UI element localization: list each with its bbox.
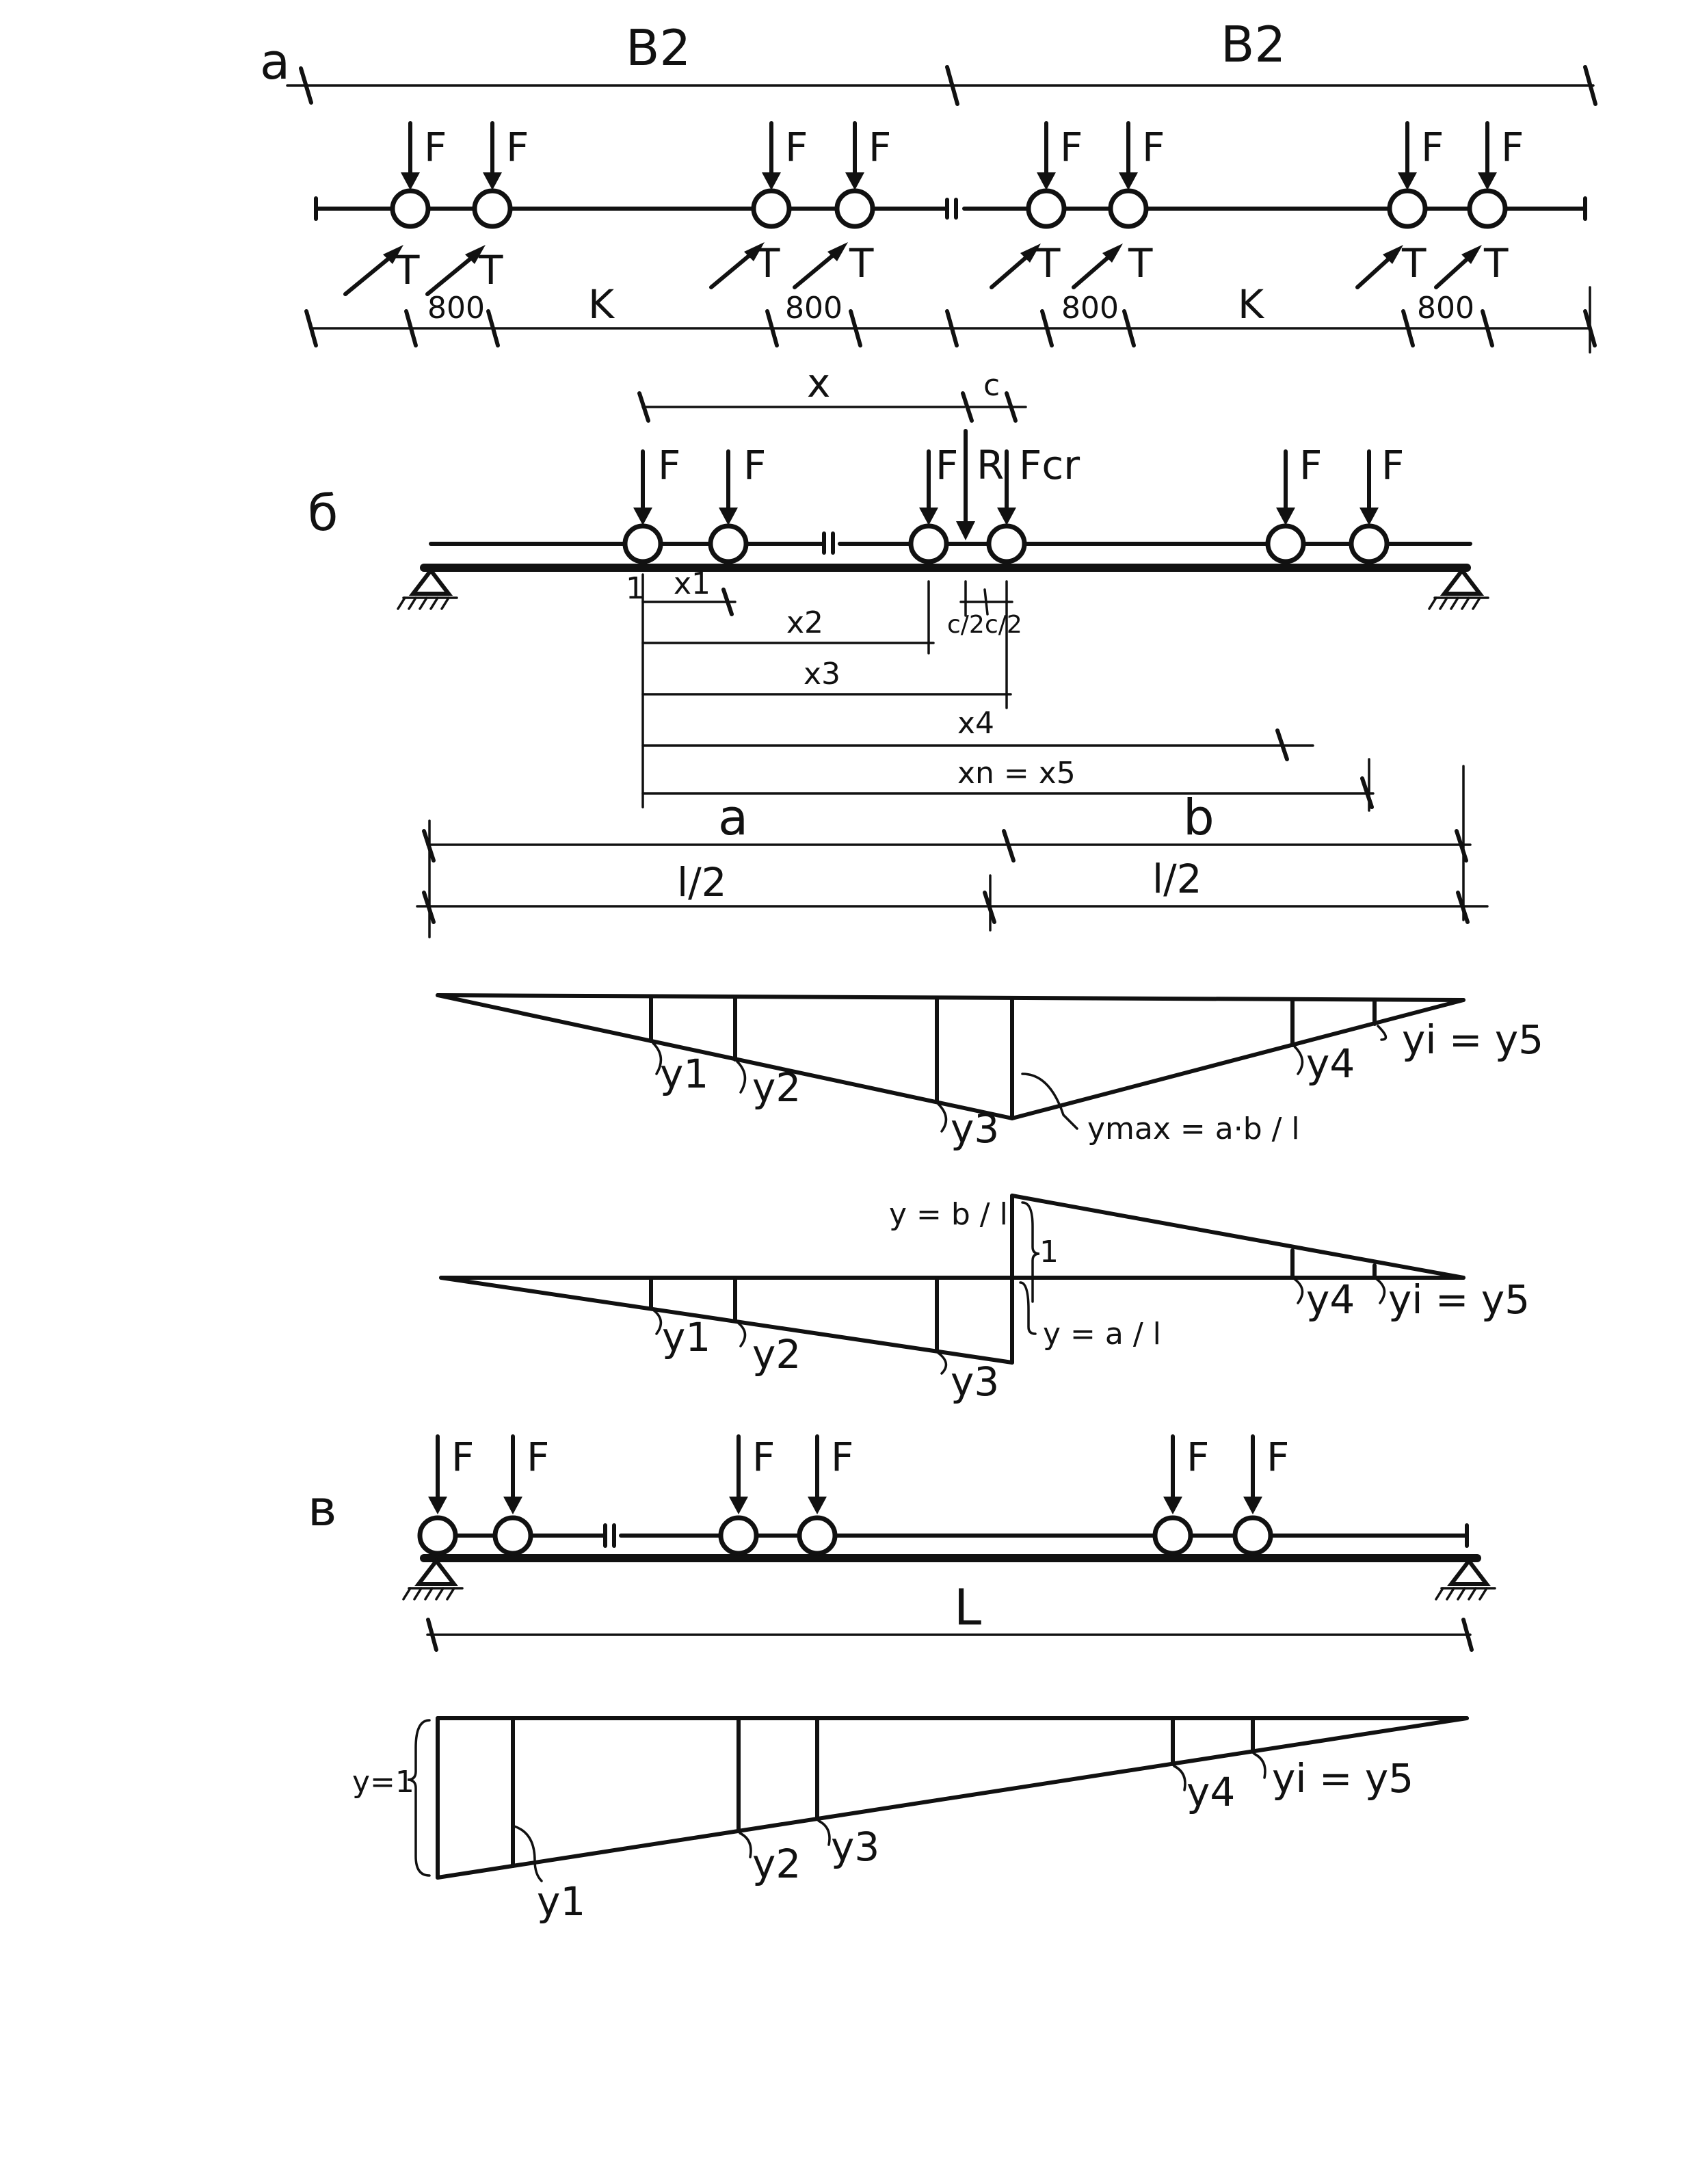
- lateral-force-label: T: [1128, 240, 1153, 287]
- wheel: [1470, 191, 1505, 226]
- lateral-force-label: T: [1484, 240, 1509, 287]
- y-top-label: y = b / l: [889, 1197, 1008, 1232]
- y4-label: y4: [1306, 1276, 1355, 1323]
- force-label: F: [527, 1434, 550, 1480]
- one-label: 1: [1039, 1235, 1059, 1269]
- wheelbase-label: 800: [1061, 291, 1119, 326]
- pin-support-left: [398, 570, 457, 609]
- lateral-force-label: T: [395, 247, 420, 293]
- spacing-label: K: [1238, 281, 1264, 328]
- ymax-label: ymax = a·b / l: [1087, 1111, 1300, 1146]
- wheel: [1268, 526, 1303, 562]
- section-c: [308, 1434, 1495, 1925]
- moment-influence-line: [438, 995, 1543, 1152]
- shear-influence-line: [441, 1196, 1530, 1405]
- a-label: a: [718, 789, 749, 846]
- section-c-marker: в: [308, 1479, 337, 1537]
- wheel: [475, 191, 510, 226]
- half-span-label: l/2: [677, 859, 727, 906]
- y2-label: y2: [752, 1331, 801, 1378]
- wheel: [625, 526, 661, 562]
- reaction-influence-line: [352, 1718, 1467, 1925]
- half-c-label: c/2: [985, 611, 1022, 639]
- x2-label: x2: [786, 605, 824, 640]
- b2-label-right: B2: [1221, 16, 1286, 73]
- force-label: F: [506, 124, 529, 170]
- y1-label: y1: [537, 1878, 586, 1925]
- half-c-label: c/2: [947, 611, 985, 639]
- wheelbase-label: 800: [785, 291, 842, 326]
- yi-label: yi = y5: [1272, 1755, 1414, 1802]
- wheel: [1390, 191, 1425, 226]
- wheel: [1155, 1518, 1191, 1553]
- design-force-label: Fcr: [1019, 442, 1080, 488]
- force-label: F: [1186, 1434, 1210, 1480]
- wheel-a3: [711, 123, 808, 287]
- lateral-force-label: T: [1036, 240, 1061, 287]
- section-a: [260, 16, 1595, 352]
- y1-label: y1: [662, 1314, 711, 1360]
- y3-label: y3: [831, 1824, 880, 1870]
- force-label: F: [831, 1434, 854, 1480]
- y-bottom-label: y = a / l: [1043, 1317, 1161, 1352]
- first-wheel-label: 1: [626, 571, 645, 606]
- resultant-force: [956, 431, 1004, 540]
- c-label: c: [983, 368, 1000, 403]
- wheel: [837, 191, 873, 226]
- b2-label-left: B2: [626, 19, 691, 77]
- spacing-label: K: [588, 281, 615, 328]
- x-label: x: [807, 360, 831, 406]
- wheel: [393, 191, 428, 226]
- y2-label: y2: [752, 1841, 801, 1887]
- y1-label: y1: [660, 1051, 709, 1097]
- y3-label: y3: [951, 1105, 1000, 1152]
- force-label: F: [1266, 1434, 1290, 1480]
- wheel-a7: [1357, 123, 1444, 287]
- wheel: [1351, 526, 1387, 562]
- force-label: F: [1381, 442, 1405, 488]
- b-label: b: [1183, 789, 1215, 846]
- force-label: F: [936, 442, 959, 488]
- force-label: F: [785, 124, 808, 170]
- wheel: [1029, 191, 1064, 226]
- wheel-a8: [1436, 123, 1524, 287]
- wheel: [1235, 1518, 1271, 1553]
- wheel: [711, 526, 746, 562]
- x1-label: x1: [674, 566, 711, 601]
- y2-label: y2: [752, 1064, 801, 1111]
- x4-label: x4: [957, 706, 995, 741]
- y4-label: y4: [1186, 1769, 1236, 1815]
- y4-label: y4: [1306, 1040, 1355, 1087]
- pin-support-right: [1429, 570, 1488, 609]
- wheel: [911, 526, 946, 562]
- wheel: [495, 1518, 531, 1553]
- pin-support-right: [1436, 1561, 1495, 1599]
- force-label: F: [658, 442, 681, 488]
- section-a-marker: a: [260, 33, 291, 90]
- force-label: F: [1142, 124, 1165, 170]
- span-label: L: [954, 1579, 982, 1636]
- wheel: [754, 191, 789, 226]
- force-label: F: [1299, 442, 1323, 488]
- section-b-marker: б: [308, 484, 339, 542]
- lateral-force-label: T: [849, 240, 874, 287]
- wheelbase-label: 800: [427, 291, 485, 326]
- x3-label: x3: [804, 657, 841, 692]
- wheel-group-b: [625, 431, 1404, 562]
- lateral-force-label: T: [756, 240, 780, 287]
- xn-label: xn = x5: [957, 756, 1076, 791]
- force-label: F: [451, 1434, 475, 1480]
- wheel: [1111, 191, 1146, 226]
- yi-label: yi = y5: [1388, 1276, 1530, 1323]
- force-label: F: [868, 124, 892, 170]
- half-span-label: l/2: [1152, 856, 1202, 902]
- yi-label: yi = y5: [1402, 1016, 1544, 1063]
- lateral-force-label: T: [479, 247, 503, 293]
- wheel-a5: [992, 123, 1083, 287]
- force-label: F: [424, 124, 447, 170]
- wheel-a4: [795, 123, 891, 287]
- force-label: F: [743, 442, 767, 488]
- force-label: F: [1501, 124, 1524, 170]
- wheel: [799, 1518, 835, 1553]
- y-one-label: y=1: [352, 1765, 414, 1800]
- wheel: [420, 1518, 455, 1553]
- wheelbase-label: 800: [1417, 291, 1474, 326]
- section-b: [308, 360, 1543, 1405]
- force-label: F: [1060, 124, 1083, 170]
- force-label: F: [752, 1434, 775, 1480]
- lateral-force-label: T: [1402, 240, 1427, 287]
- pin-support-left: [403, 1561, 462, 1599]
- resultant-label: R: [977, 442, 1005, 488]
- wheel-a6: [1074, 123, 1165, 287]
- y3-label: y3: [951, 1358, 1000, 1405]
- wheel: [989, 526, 1024, 562]
- wheel: [721, 1518, 756, 1553]
- force-label: F: [1421, 124, 1444, 170]
